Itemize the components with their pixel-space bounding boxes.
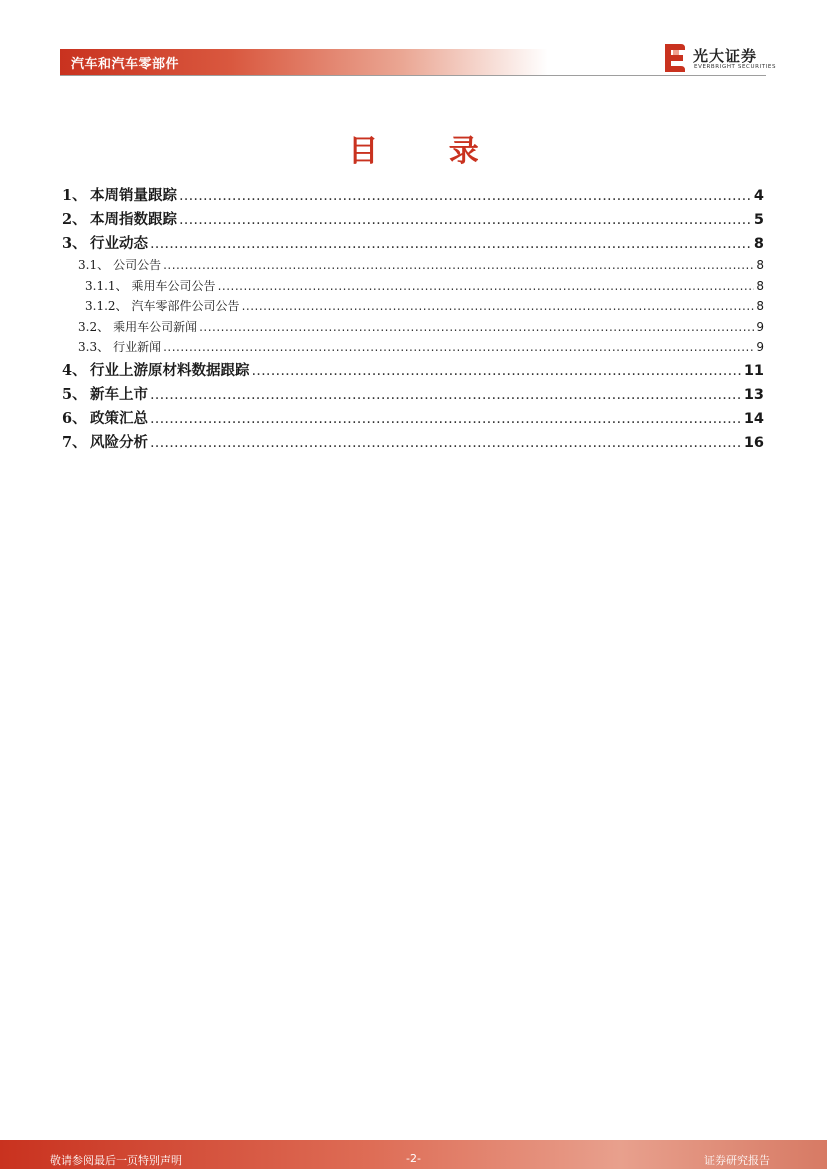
toc-entry[interactable] [62,297,764,318]
toc-entry-title: 汽车零部件公司公告 [131,299,240,313]
toc-entry-title: 风险分析 [90,434,148,451]
toc-leader-dots [150,435,742,451]
toc-entry[interactable] [62,256,764,277]
everbright-logo-icon [663,44,685,72]
toc-entry[interactable] [62,407,764,431]
logo-english-name: EVERBRIGHT SECURITIES [694,64,777,70]
toc-entry[interactable] [62,338,764,359]
table-of-contents [62,184,764,455]
toc-entry-page: 8 [756,299,764,313]
toc-leader-dots [163,258,754,272]
toc-entry-page: 9 [756,319,764,334]
toc-entry-title: 行业上游原材料数据跟踪 [90,362,250,379]
toc-entry-number: 3.1.1、 [85,278,128,293]
toc-entry-number: 6、 [62,409,87,427]
toc-entry[interactable] [62,318,764,339]
toc-entry[interactable] [62,359,764,383]
toc-leader-dots [150,236,752,252]
toc-entry[interactable] [62,431,764,455]
toc-entry-page: 4 [753,188,764,204]
toc-entry-page: 8 [753,236,764,252]
toc-entry-title: 公司公告 [113,258,162,272]
toc-leader-dots [163,340,754,354]
toc-entry-title: 本周指数跟踪 [90,212,177,228]
toc-entry-number: 2、 [62,211,87,228]
toc-entry-number: 3.1、 [78,258,110,272]
toc-entry[interactable] [62,277,764,298]
footer-report-type: 证券研究报告 [704,1154,770,1167]
toc-leader-dots [252,363,742,379]
header-section-title: 汽车和汽车零部件 [71,57,180,72]
logo-chinese-name: 光大证券 [693,47,758,65]
toc-entry-number: 1、 [62,187,87,204]
toc-entry-title: 本周销量跟踪 [90,188,177,204]
toc-leader-dots [179,212,752,228]
toc-entry-title: 行业新闻 [113,340,162,354]
toc-leader-dots [150,411,742,427]
toc-leader-dots [242,299,755,313]
toc-entry[interactable] [62,184,764,208]
toc-entry-title: 行业动态 [90,236,148,252]
toc-entry-page: 5 [753,212,764,228]
toc-entry-number: 3.1.2、 [85,299,128,313]
toc-entry-page: 13 [743,386,764,403]
toc-entry-title: 政策汇总 [90,410,148,427]
toc-entry-title: 乘用车公司新闻 [113,319,198,334]
toc-entry[interactable] [62,232,764,256]
toc-entry[interactable] [62,208,764,232]
toc-entry-number: 5、 [62,385,87,403]
toc-entry-title: 新车上市 [90,386,148,403]
toc-entry-page: 8 [756,278,764,293]
toc-entry-page: 9 [756,340,764,354]
toc-entry-number: 3.3、 [78,340,110,354]
toc-leader-dots [179,188,752,204]
toc-entry-number: 7、 [62,433,87,451]
toc-entry-page: 11 [743,362,764,379]
toc-entry-page: 8 [756,258,764,272]
toc-leader-dots [218,279,755,293]
toc-entry-number: 3、 [62,235,87,252]
toc-entry[interactable] [62,383,764,407]
footer-disclaimer: 敬请参阅最后一页特别声明 [50,1154,182,1167]
toc-leader-dots [150,387,742,403]
toc-title: 目 录 [348,134,509,169]
toc-entry-title: 乘用车公司公告 [131,278,216,293]
toc-leader-dots [199,320,754,334]
toc-entry-number: 4、 [62,361,87,379]
footer-page-number: -2- [406,1152,421,1165]
toc-entry-page: 14 [743,410,764,427]
company-logo [663,44,777,74]
header-divider [60,75,766,76]
toc-entry-number: 3.2、 [78,319,110,334]
toc-entry-page: 16 [743,434,764,451]
